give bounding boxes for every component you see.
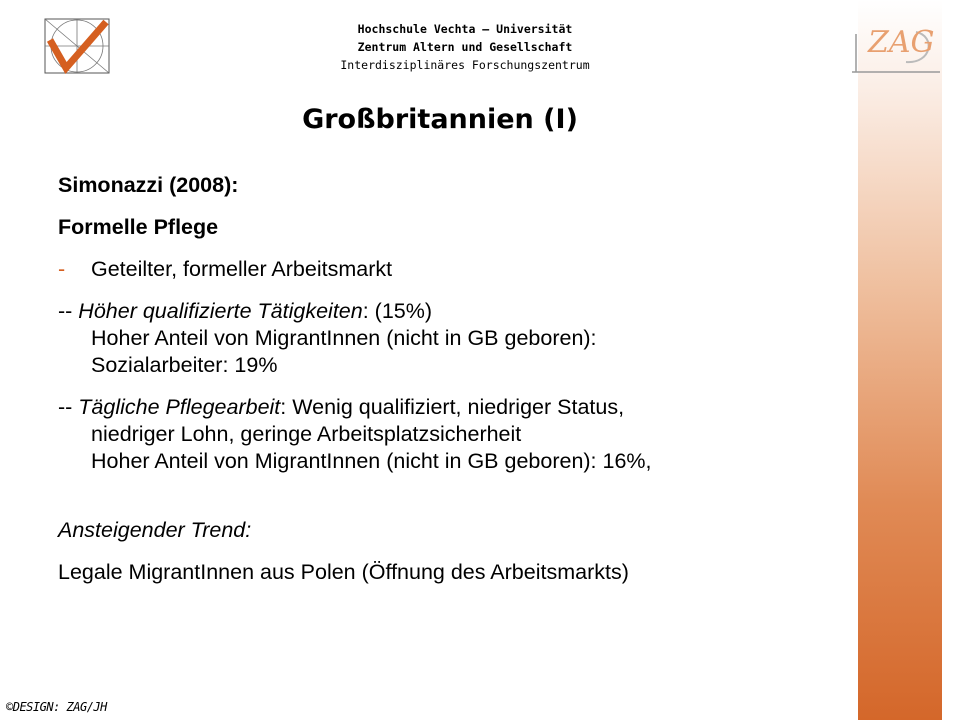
item-term: Tägliche Pflegearbeit (78, 395, 281, 419)
item-text: : Wenig qualifiziert, niedriger Status, (280, 395, 625, 419)
slide-title: Großbritannien (I) (302, 104, 578, 135)
institution-header (280, 20, 650, 74)
item-term: Höher qualifizierte Tätigkeiten (78, 299, 363, 323)
trend-text: Legale MigrantInnen aus Polen (Öffnung des Arbeitsmarkts) (58, 560, 629, 584)
source-citation: Simonazzi (2008): (58, 173, 239, 197)
trend-heading (58, 517, 848, 544)
section-heading: Formelle Pflege (58, 215, 219, 239)
item-line: Hoher Anteil von MigrantInnen (nicht in GB geboren): 16%, (91, 449, 652, 473)
header-line-university: Hochschule Vechta – Universität (357, 22, 573, 36)
header-line-center: Zentrum Altern und Gesellschaft (357, 40, 573, 54)
list-item-qualified (58, 298, 848, 379)
item-line: Sozialarbeiter: 19% (91, 353, 278, 377)
item-line: niedriger Lohn, geringe Arbeitsplatzsicherheit (91, 422, 522, 446)
trend-heading-text: Ansteigender Trend: (58, 518, 252, 542)
item-line: Hoher Anteil von MigrantInnen (nicht in GB geboren): (91, 326, 597, 350)
slide-content (58, 172, 848, 586)
university-logo (44, 18, 110, 74)
design-credit: ©DESIGN: ZAG/JH (6, 700, 107, 714)
item-prefix: -- (58, 395, 79, 419)
svg-text:ZAG: ZAG (868, 25, 935, 60)
header-line-institute: Interdisziplinäres Forschungszentrum (340, 58, 590, 72)
item-prefix: -- (58, 299, 79, 323)
zag-logo (846, 14, 942, 76)
bullet-text: Geteilter, formeller Arbeitsmarkt (91, 257, 393, 281)
bullet-item (58, 256, 848, 283)
bullet-marker: - (58, 257, 66, 281)
list-item-daily-care (58, 394, 848, 475)
item-text: : (15%) (362, 299, 433, 323)
